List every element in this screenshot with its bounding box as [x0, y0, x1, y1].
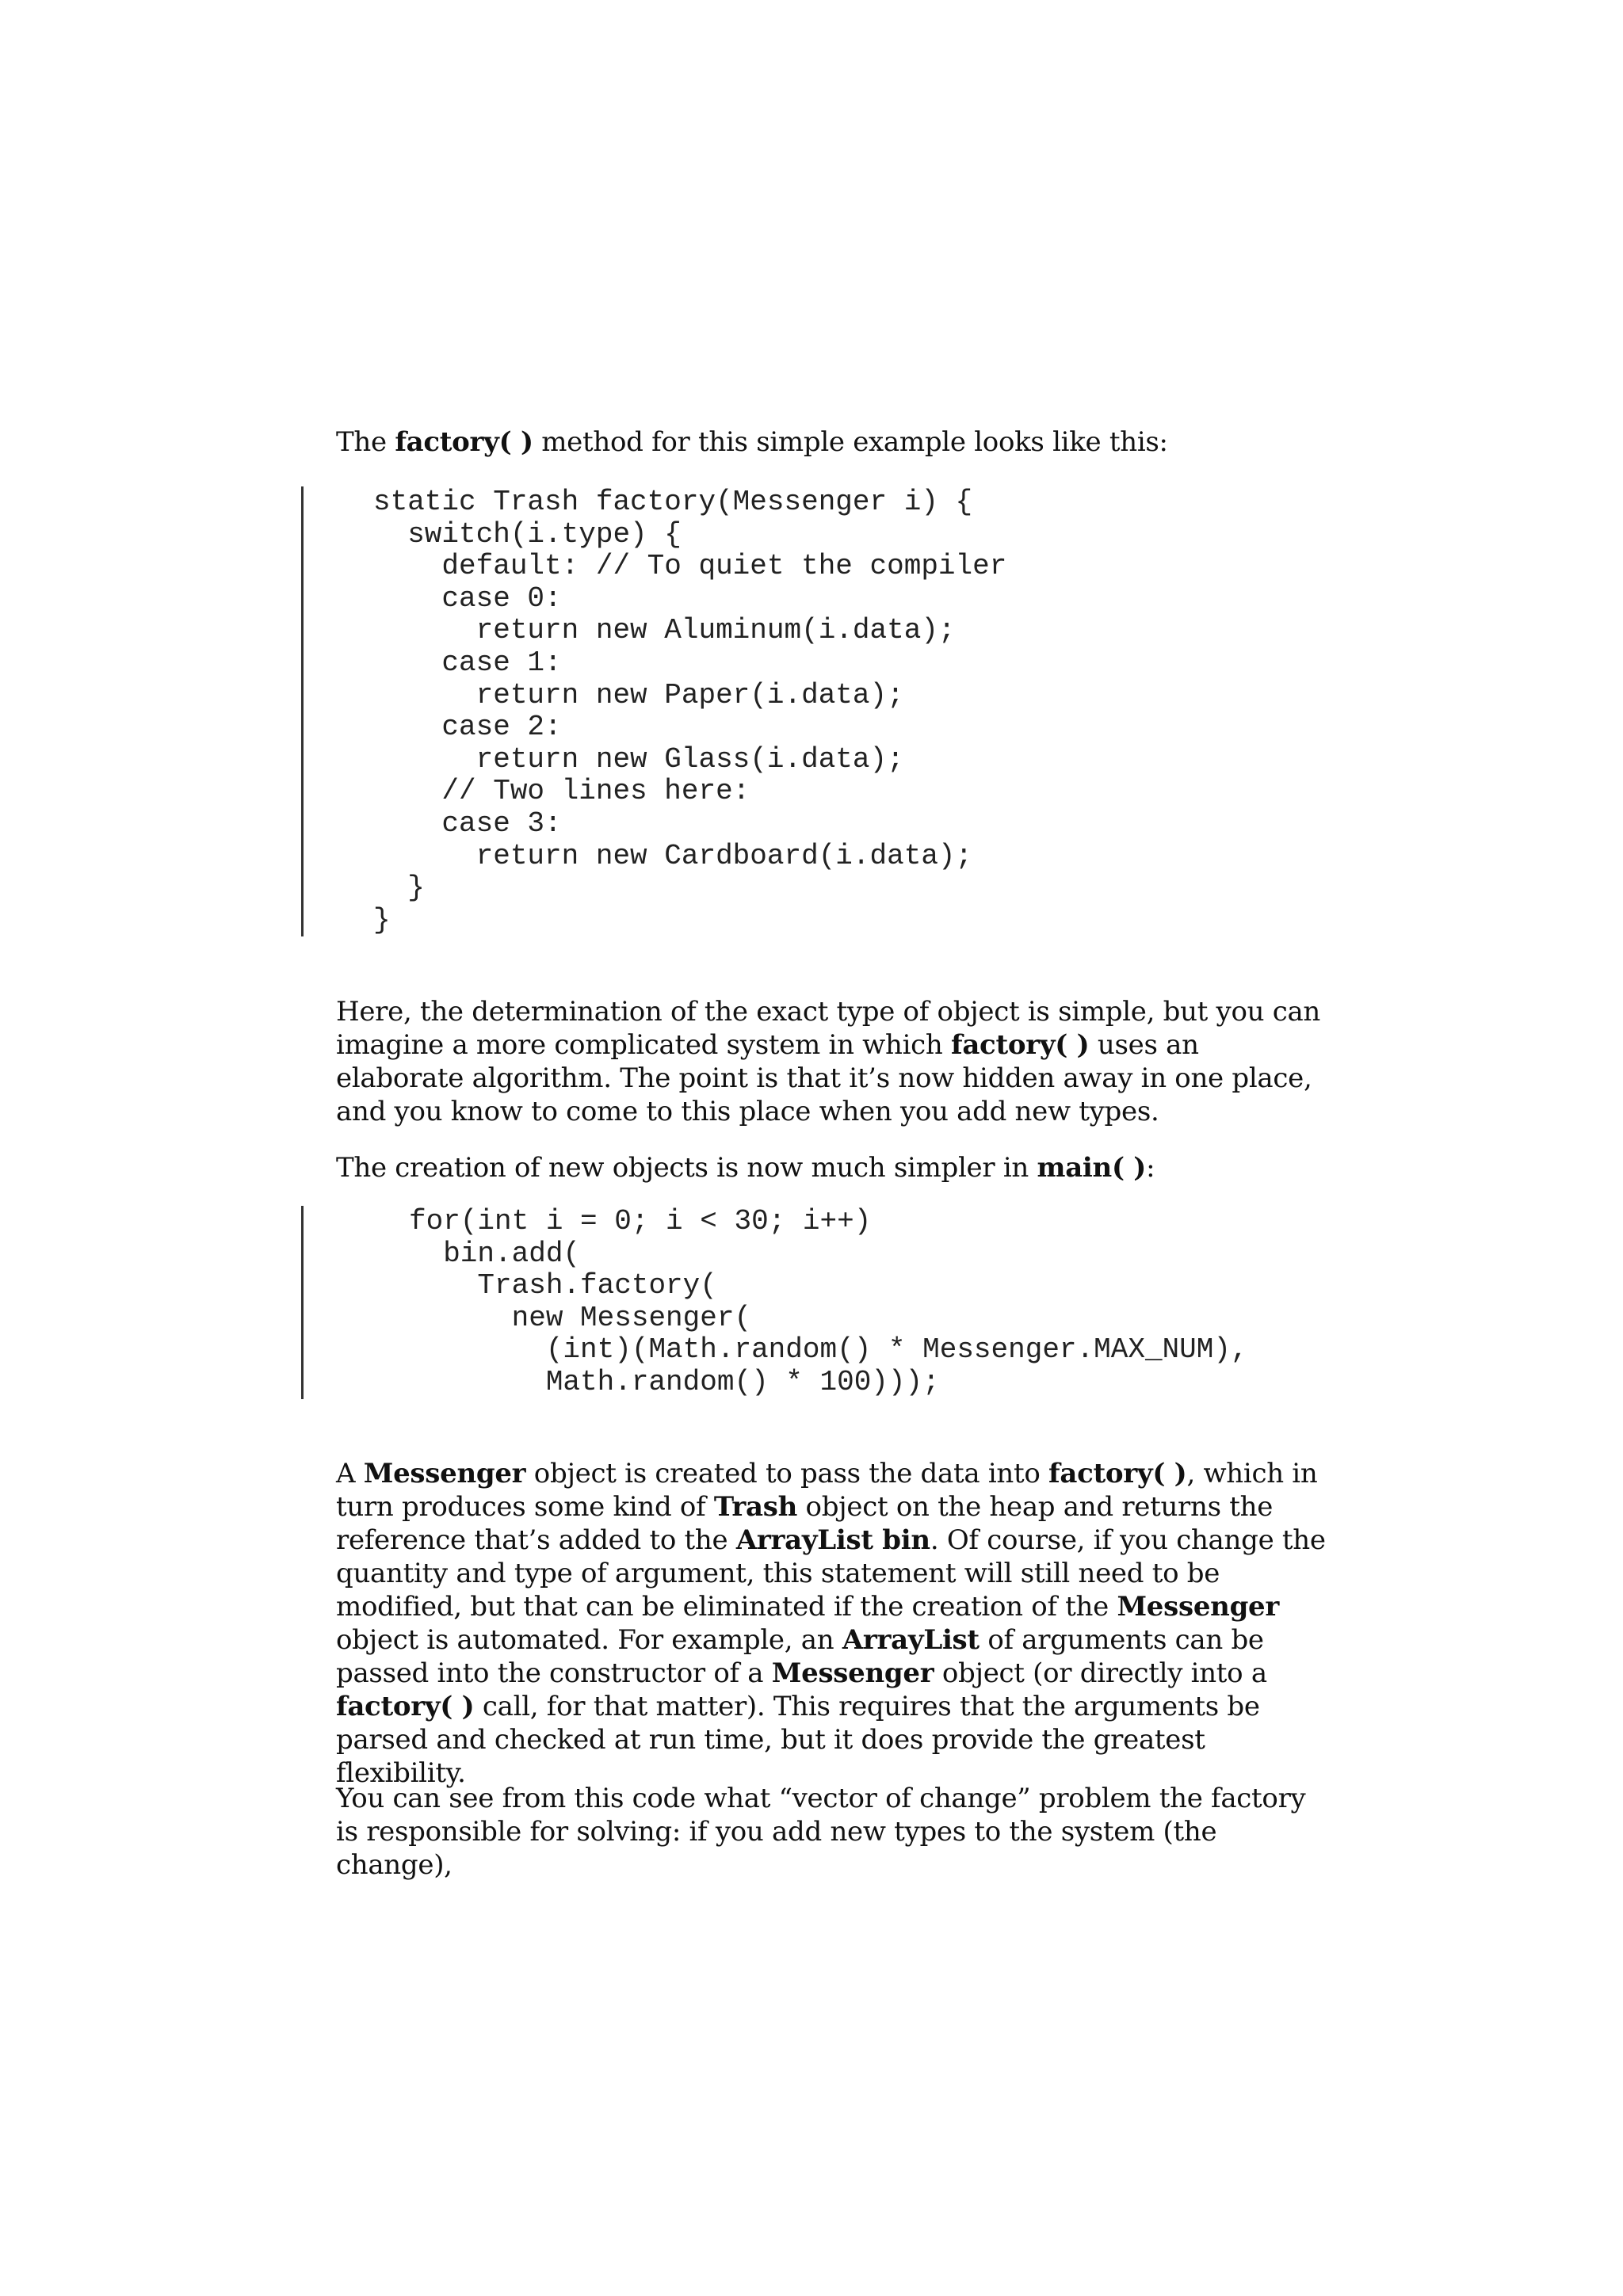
text-run: object (or directly into a [934, 1657, 1267, 1689]
text-run: object on the heap and returns the reference that’s added to the [336, 1491, 1274, 1556]
bold-term: Trash [713, 1491, 798, 1523]
text-run: , which in turn produces some kind of [336, 1458, 1318, 1523]
text-run: The creation of new objects is now much simpler in [336, 1152, 1037, 1184]
code-line: case 0: [373, 582, 562, 615]
text-run: call, for that matter). This requires that the arguments be parsed and checked at run time, but it does provide the greatest flexibility. [336, 1691, 1260, 1789]
code-line: case 3: [373, 807, 562, 840]
bold-term: factory( ) [395, 426, 533, 458]
text-run: : [1146, 1152, 1155, 1184]
text-run: object is automated. For example, an [336, 1624, 842, 1656]
code-line: Math.random() * 100))); [409, 1365, 940, 1398]
code-line: return new Aluminum(i.data); [373, 614, 956, 647]
factory-code [373, 486, 1006, 936]
bold-term: ArrayList bin [735, 1524, 930, 1556]
code-line: } [373, 871, 425, 905]
bold-term: factory( ) [951, 1029, 1090, 1061]
code-line: Trash.factory( [409, 1269, 717, 1302]
code-line: case 2: [373, 711, 562, 744]
code-line: case 1: [373, 646, 562, 679]
bold-term: Messenger [363, 1458, 526, 1489]
text-run: uses an elaborate algorithm. The point is that it’s now hidden away in one place, and you know to come to this place when you add new types. [336, 1029, 1312, 1127]
main-code [409, 1206, 1248, 1399]
code-line: for(int i = 0; i < 30; i++) [409, 1205, 872, 1238]
bold-term: Messenger [1117, 1591, 1279, 1623]
code-line: (int)(Math.random() * Messenger.MAX_NUM), [409, 1333, 1248, 1367]
messenger-paragraph [336, 1457, 1327, 1790]
text-run: object is created to pass the data into [525, 1458, 1049, 1489]
text-run: of arguments can be passed into the constructor of a [336, 1624, 1264, 1689]
text-run: A [336, 1458, 364, 1489]
code-line: return new Paper(i.data); [373, 678, 904, 711]
bold-term: main( ) [1037, 1152, 1147, 1184]
main-code-block [301, 1206, 1334, 1399]
code-line: bin.add( [409, 1237, 581, 1270]
code-line: static Trash factory(Messenger i) { [373, 486, 973, 518]
text-run: You can see from this code what “vector of change” problem the factory is responsible for solving: if you add new types to the system (the change), [336, 1783, 1306, 1881]
bold-term: factory( ) [336, 1691, 475, 1722]
vector-of-change-paragraph [336, 1782, 1327, 1882]
factory-code-block [301, 486, 1334, 936]
text-run: Here, the determination of the exact type of object is simple, but you can imagine a more complicated system in which [336, 996, 1321, 1061]
explanation-paragraph [336, 995, 1327, 1128]
text-run: The [336, 426, 395, 458]
bold-term: factory( ) [1048, 1458, 1187, 1489]
text-run: . Of course, if you change the quantity and type of argument, this statement will still need to be modified, but that can be eliminated if the creation of the [336, 1524, 1326, 1623]
text-run: method for this simple example looks like this: [533, 426, 1168, 458]
creation-paragraph [336, 1151, 1327, 1184]
code-line: switch(i.type) { [373, 517, 682, 551]
code-line: default: // To quiet the compiler [373, 550, 1007, 583]
bold-term: Messenger [771, 1657, 934, 1689]
code-line: new Messenger( [409, 1301, 752, 1334]
code-line: // Two lines here: [373, 775, 750, 808]
code-line: return new Glass(i.data); [373, 742, 904, 776]
intro-paragraph [336, 425, 1327, 459]
bold-term: ArrayList [842, 1624, 980, 1656]
code-line: } [373, 903, 391, 936]
code-line: return new Cardboard(i.data); [373, 839, 973, 872]
